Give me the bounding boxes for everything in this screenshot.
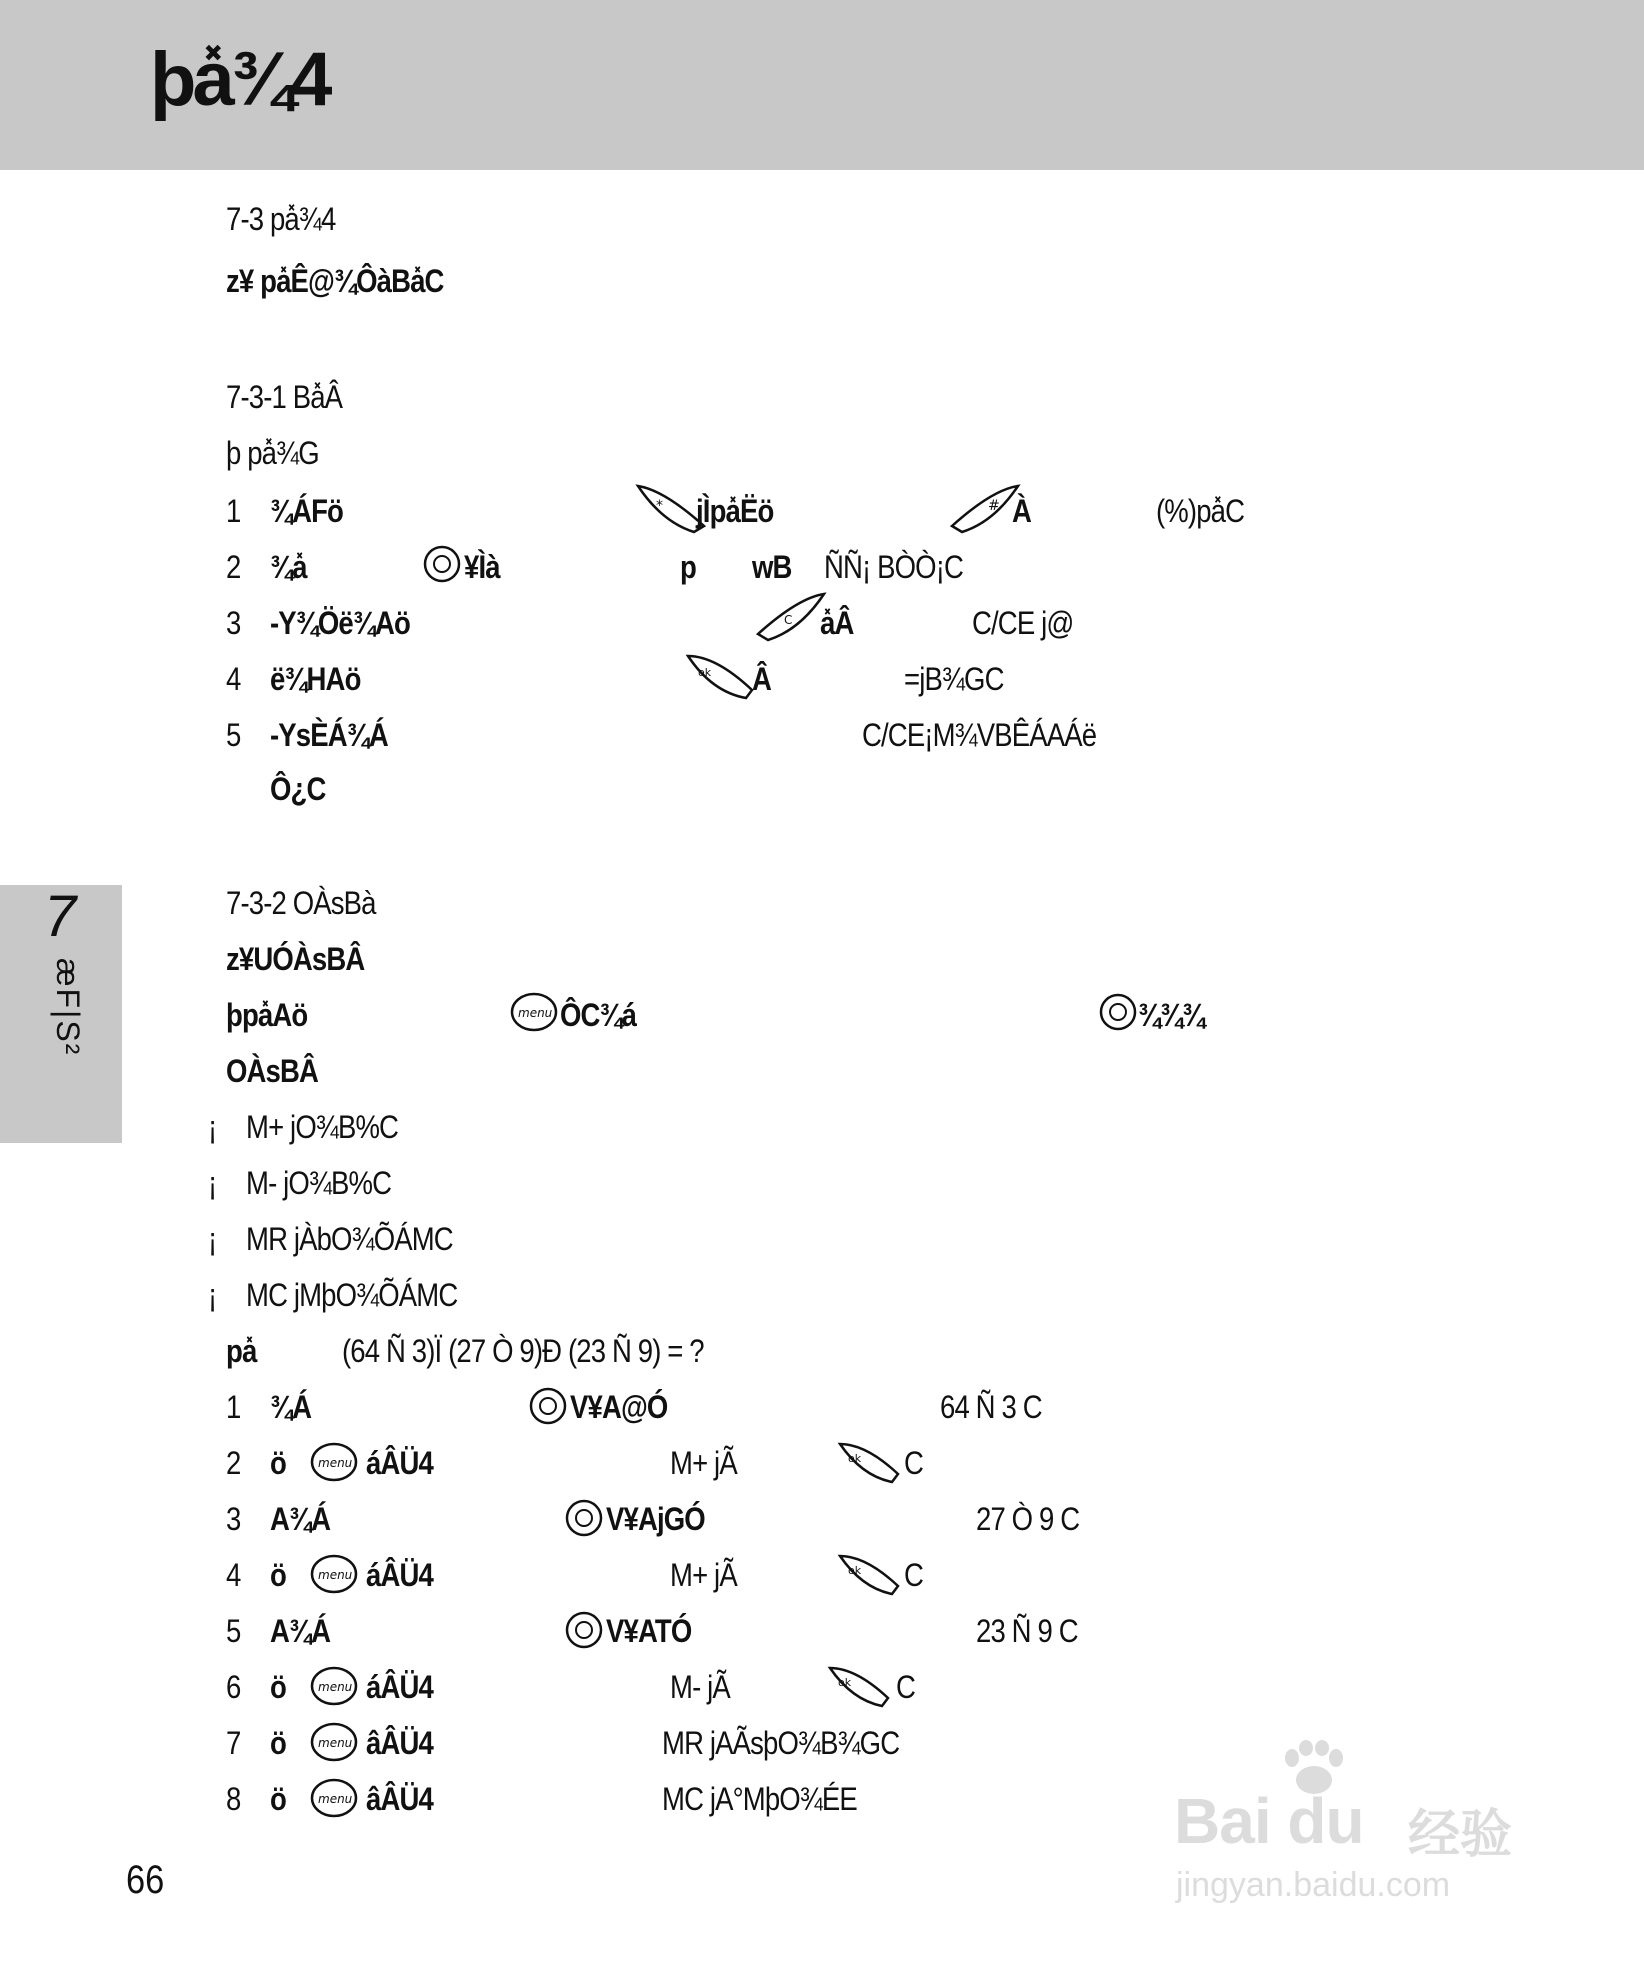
step-text: ÑÑ¡ BÒÒ¡C <box>824 549 964 585</box>
step-text: V¥A@Ó <box>570 1389 668 1425</box>
svg-text:menu: menu <box>318 1680 353 1694</box>
step-text: wB <box>752 549 792 585</box>
step-text: ¾a̽ <box>270 549 307 585</box>
step-text: ö <box>270 1445 286 1481</box>
chapter-number: 7 <box>44 884 77 949</box>
svg-text:ok: ok <box>838 1676 852 1689</box>
nav-key-icon <box>526 1386 574 1426</box>
svg-text:ok: ok <box>848 1452 862 1465</box>
step-text: M+ jÃ <box>670 1445 737 1481</box>
step-text: -YsÈÁ¾Á <box>270 717 388 753</box>
step-number: 4 <box>226 661 241 697</box>
nav-key-icon <box>420 544 468 584</box>
sub1-lead: þ pa̽¾G <box>226 435 319 471</box>
menu-key-icon <box>310 1442 358 1482</box>
ok-key-icon <box>826 1664 892 1708</box>
step-text: a̽Â <box>820 605 854 641</box>
step-text: ö <box>270 1557 286 1593</box>
watermark-logo: Bai du <box>1174 1785 1364 1857</box>
step-text: Â <box>752 661 772 697</box>
step-text: C/CE j@ <box>972 605 1074 641</box>
ok-key-icon <box>836 1552 902 1596</box>
step-number: 2 <box>226 1445 241 1481</box>
sub2-heading: 7-3-2 OÀsBà <box>226 885 376 921</box>
svg-text:C: C <box>784 613 793 627</box>
svg-text:menu: menu <box>318 1568 353 1582</box>
sub2-lead: OÀsBÂ <box>226 1053 319 1089</box>
sub2-lead: ÔC¾á <box>560 997 637 1033</box>
step-number: 3 <box>226 1501 241 1537</box>
section-intro: z¥ pa̽Ê@¾ÔàBa̽C <box>226 263 444 299</box>
svg-text:ok: ok <box>698 666 712 679</box>
watermark <box>1168 1730 1548 1910</box>
sub2-lead: ¾¾¾ <box>1138 997 1205 1033</box>
watermark-logo-cn: 经验 <box>1408 1806 1513 1864</box>
sub2-intro: z¥UÓÀsBÂ <box>226 941 365 977</box>
step-text: áÂÜ4 <box>366 1445 433 1481</box>
step-text: C <box>904 1557 924 1593</box>
step-text: C/CE¡M¾VBÊÁAÁë <box>862 717 1097 753</box>
page-title: þa̽¾4 <box>150 37 329 122</box>
step-text: ö <box>270 1781 286 1817</box>
svg-text:menu: menu <box>518 1006 553 1020</box>
step-number: 3 <box>226 605 241 641</box>
nav-key-icon <box>1096 992 1144 1032</box>
menu-key-icon <box>310 1554 358 1594</box>
step-text: C <box>904 1445 924 1481</box>
step-text: V¥AjGÓ <box>606 1501 705 1537</box>
svg-text:menu: menu <box>318 1736 353 1750</box>
svg-text:menu: menu <box>318 1792 353 1806</box>
example-label: pa̽ <box>226 1333 257 1369</box>
bullet-text: M+ jO¾B%C <box>246 1109 399 1145</box>
bullet-text: MC jMþO¾ÕÁMC <box>246 1277 458 1313</box>
step-text: A¾Á <box>270 1501 331 1537</box>
menu-key-icon <box>310 1666 358 1706</box>
svg-text:*: * <box>656 498 663 514</box>
step-text: ö <box>270 1725 286 1761</box>
step-text: À <box>1012 493 1032 529</box>
step-text: jÌpa̽Ëö <box>696 493 774 529</box>
bullet-mark: ¡ <box>208 1165 217 1201</box>
clear-key-icon <box>754 590 828 642</box>
bullet-text: M- jO¾B%C <box>246 1165 392 1201</box>
hash-key-icon <box>948 482 1022 534</box>
step-number: 1 <box>226 1389 241 1425</box>
chapter-label: æF|S² <box>50 958 86 1057</box>
step-text: V¥ATÓ <box>606 1613 692 1649</box>
step-text: A¾Á <box>270 1613 331 1649</box>
step-text: 23 Ñ 9 C <box>976 1613 1078 1649</box>
section-heading: 7-3 pa̽¾4 <box>226 201 336 237</box>
step-text: -Y¾Öë¾Aö <box>270 605 410 641</box>
step-number: 2 <box>226 549 241 585</box>
ok-key-icon <box>684 652 756 700</box>
step-number: 1 <box>226 493 241 529</box>
step-text: =jB¾GC <box>904 661 1004 697</box>
step-text: áÂÜ4 <box>366 1669 433 1705</box>
bullet-mark: ¡ <box>208 1277 217 1313</box>
step-text: ¾ÁFö <box>270 493 344 529</box>
step-text: C <box>896 1669 916 1705</box>
step-text: ë¾HAö <box>270 661 361 697</box>
svg-text:#: # <box>988 498 1000 514</box>
step-text: MR jAÃsþO¾B¾GC <box>662 1725 900 1761</box>
nav-key-icon <box>562 1610 610 1650</box>
step-text: áÂÜ4 <box>366 1557 433 1593</box>
step-text: âÂÜ4 <box>366 1781 433 1817</box>
svg-text:ok: ok <box>848 1564 862 1577</box>
step-text: (%)pa̽C <box>1156 493 1245 529</box>
watermark-url: jingyan.baidu.com <box>1176 1866 1451 1904</box>
bullet-mark: ¡ <box>208 1109 217 1145</box>
step-text: 27 Ò 9 C <box>976 1501 1080 1537</box>
step-text: ö <box>270 1669 286 1705</box>
nav-key-icon <box>562 1498 610 1538</box>
menu-key-icon <box>510 992 558 1032</box>
bullet-text: MR jÀbO¾ÕÁMC <box>246 1221 453 1257</box>
step-text: MC jA°MþO¾ÉE <box>662 1781 857 1817</box>
menu-key-icon <box>310 1778 358 1818</box>
step-text: Ô¿C <box>270 771 326 807</box>
step-number: 5 <box>226 717 241 753</box>
step-text: 64 Ñ 3 C <box>940 1389 1042 1425</box>
step-text: âÂÜ4 <box>366 1725 433 1761</box>
step-number: 5 <box>226 1613 241 1649</box>
step-number: 8 <box>226 1781 241 1817</box>
step-number: 7 <box>226 1725 241 1761</box>
bullet-mark: ¡ <box>208 1221 217 1257</box>
ok-key-icon <box>836 1440 902 1484</box>
sub1-heading: 7-3-1 Ba̽Â <box>226 379 343 415</box>
step-text: p <box>680 549 696 585</box>
menu-key-icon <box>310 1722 358 1762</box>
sub2-lead: þpa̽Aö <box>226 997 308 1033</box>
svg-text:menu: menu <box>318 1456 353 1470</box>
page-number: 66 <box>126 1858 165 1902</box>
step-text: ¾Á <box>270 1389 312 1425</box>
example-expression: (64 Ñ 3)Ï (27 Ò 9)Ð (23 Ñ 9) = ? <box>342 1333 704 1369</box>
step-text: M- jÃ <box>670 1669 730 1705</box>
step-number: 4 <box>226 1557 241 1593</box>
step-text: ¥Ìà <box>464 549 500 585</box>
step-text: M+ jÃ <box>670 1557 737 1593</box>
step-number: 6 <box>226 1669 241 1705</box>
